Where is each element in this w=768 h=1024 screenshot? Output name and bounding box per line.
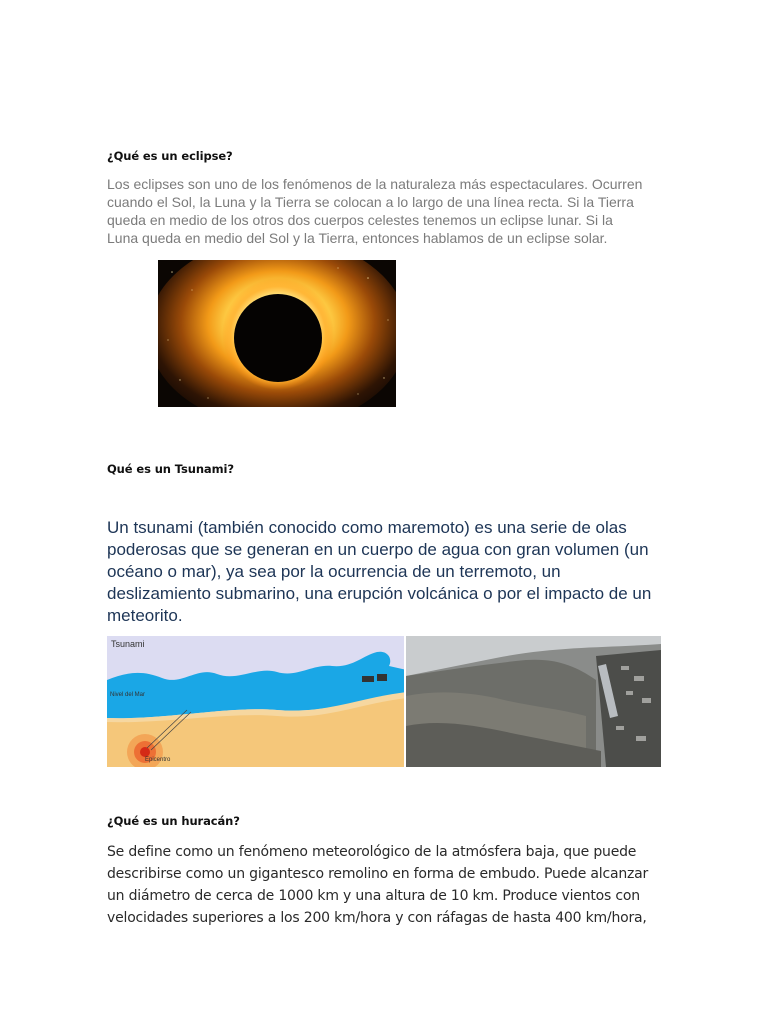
hurricane-paragraph: Se define como un fenómeno meteorológico de la atmósfera baja, que puede describirse como un gigantesco remolino en forma de embudo. Puede alcanzar un diámetro de cerca de 1000 km y una altura de 10 km. Produce vientos con velocidades superiores a los 200 km/hora y con ráfagas de hasta 400 km/hora,	[107, 844, 649, 926]
eclipse-heading: ¿Qué es un eclipse?	[107, 149, 233, 163]
epicenter-label: Epicentro	[145, 757, 171, 763]
sea-level-label: Nivel del Mar	[110, 692, 146, 698]
tsunami-diagram	[107, 636, 404, 767]
diagram-title: Tsunami	[111, 639, 145, 649]
tsunami-paragraph: Un tsunami (también conocido como maremoto) es una serie de olas poderosas que se generan en un cuerpo de agua con gran volumen (un océano o mar), ya sea por la ocurrencia de un terremoto, un deslizamiento submarino, una erupción volcánica o por el impacto de un meteorito.	[107, 518, 652, 625]
eclipse-paragraph: Los eclipses son uno de los fenómenos de la naturaleza más espectaculares. Ocurren cuando el Sol, la Luna y la Tierra se colocan a lo largo de una línea recta. Si la Tierra queda en medio de los otros dos cuerpos celestes tenemos un eclipse lunar. Si la Luna queda en medio del Sol y la Tierra, entonces hablamos de un eclipse solar.	[107, 176, 643, 246]
hurricane-heading: ¿Qué es un huracán?	[107, 814, 240, 828]
solar-eclipse-image	[158, 260, 396, 407]
tsunami-heading: Qué es un Tsunami?	[107, 462, 234, 476]
tsunami-aerial-photo	[406, 636, 661, 767]
